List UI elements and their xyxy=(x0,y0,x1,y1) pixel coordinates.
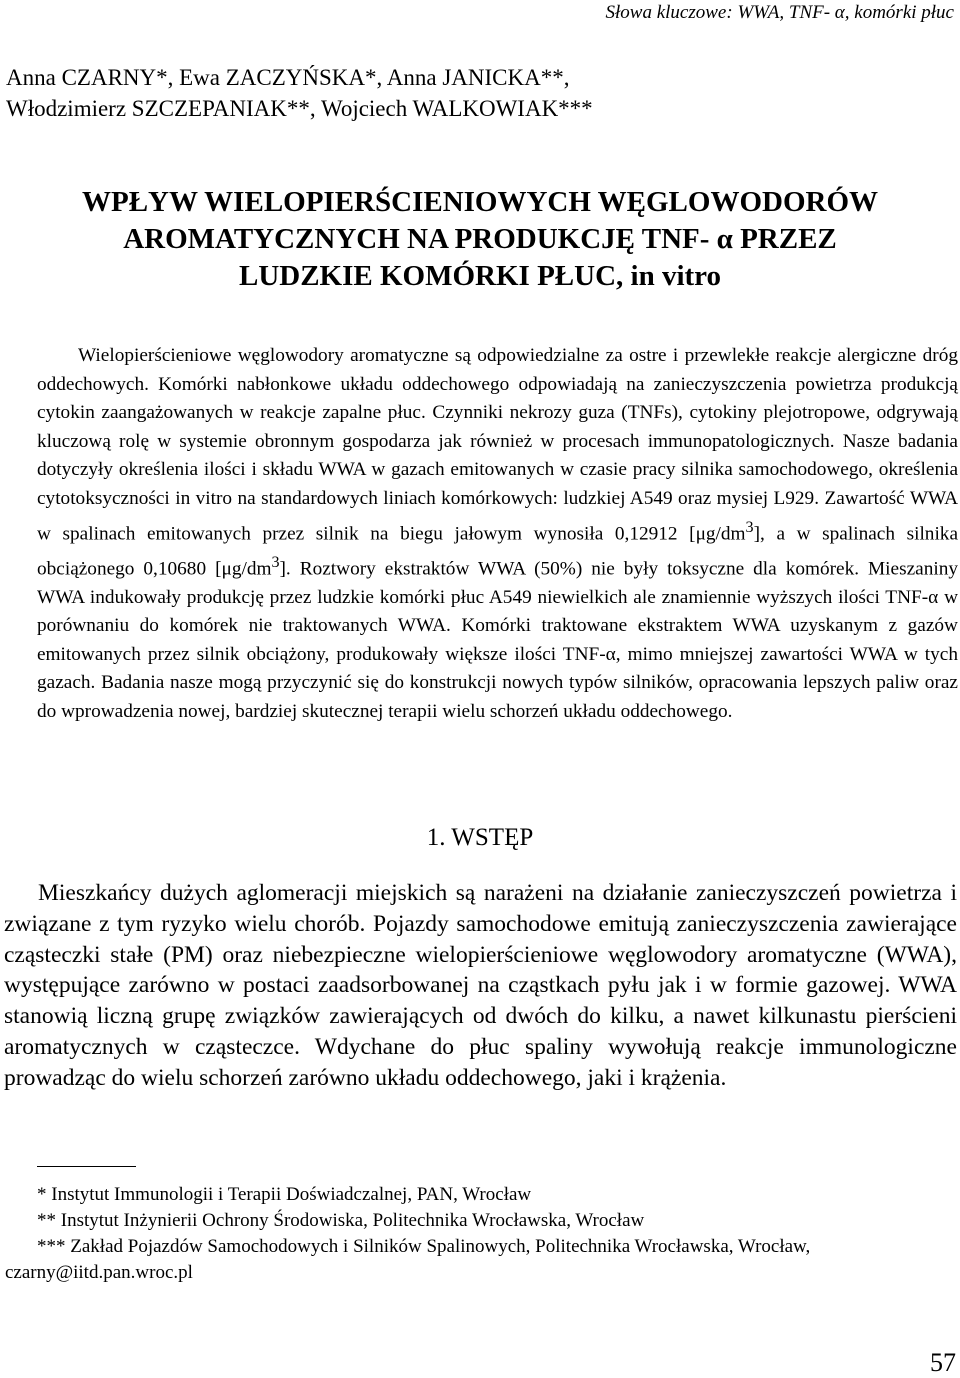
footnote-separator xyxy=(37,1166,136,1167)
authors-block xyxy=(6,62,593,124)
paper-title xyxy=(0,184,960,295)
title-line-2: AROMATYCZNYCH NA PRODUKCJĘ TNF- α PRZEZ xyxy=(123,223,837,255)
keywords-line: Słowa kluczowe: WWA, TNF- α, komórki płuc xyxy=(605,2,954,23)
section-heading: 1. WSTĘP xyxy=(426,824,534,851)
title-line-1: WPŁYW WIELOPIERŚCIENIOWYCH WĘGLOWODORÓW xyxy=(81,186,879,218)
authors-line-1: Anna CZARNY*, Ewa ZACZYŃSKA*, Anna JANICKA**, xyxy=(6,65,570,90)
footnote-2: ** Instytut Inżynierii Ochrony Środowiska, Politechnika Wrocławska, Wrocław xyxy=(37,1210,645,1231)
abstract-superscript-1: 3 xyxy=(745,518,754,536)
abstract-superscript-2: 3 xyxy=(271,553,280,571)
page-number: 57 xyxy=(930,1348,956,1377)
introduction-paragraph: Mieszkańcy dużych aglomeracji miejskich są narażeni na działanie zanieczyszczeń powietrza i związane z tym ryzyko wielu chorób. Pojazdy samochodowe emitują zanieczyszczenia zawierające cząsteczki stałe (PM) oraz niebezpieczne wielopierścieniowe węglowodory aromatyczne (WWA), występujące zarówno w postaci zaadsorbowanej na cząstkach pyłu jak i w formie gazowej. WWA stanowią liczną grupę związków zawierających od dwóch do kilku, a nawet kilkunastu pierścieni aromatycznych w cząsteczce. Wdychane do płuc spaliny wywołują reakcje immunologiczne prowadząc do wielu schorzeń zarówno układu oddechowego, jaki i krążenia. xyxy=(4,880,957,1091)
abstract-text-part-2: ], a w spalinach silnika obciążonego 0,10680 [μg/dm xyxy=(37,522,959,579)
authors-line-2: Włodzimierz SZCZEPANIAK**, Wojciech WALKOWIAK*** xyxy=(6,96,593,121)
footnote-1: * Instytut Immunologii i Terapii Doświadczalnej, PAN, Wrocław xyxy=(37,1184,532,1205)
abstract-paragraph xyxy=(37,342,958,727)
footnote-3: *** Zakład Pojazdów Samochodowych i Silników Spalinowych, Politechnika Wrocławska, Wrocław, czarny@iitd.pan.wroc.pl xyxy=(5,1236,811,1283)
abstract-text-part-1: Wielopierścieniowe węglowodory aromatyczne są odpowiedzialne za ostre i przewlekłe reakcje alergiczne dróg oddechowych. Komórki nabłonkowe układu oddechowego odpowiadają na zanieczyszczenia powietrza produkcją cytokin zaangażowanych w reakcje zapalne płuc. Czynniki nekrozy guza (TNFs), cytokiny plejotropowe, odgrywają kluczową rolę w systemie obronnym gospodarza jak również w procesach immunopatologicznych. Nasze badania dotyczyły określenia ilości i składu WWA w gazach emitowanych w czasie pracy silnika samochodowego, określenia cytotoksyczności in vitro na standardowych liniach komórkowych: ludzkiej A549 oraz mysiej L929. Zawartość WWA w spalinach emitowanych przez silnik na biegu jałowym wynosiła 0,12912 [μg/dm xyxy=(37,345,958,544)
title-line-3: LUDZKIE KOMÓRKI PŁUC, in vitro xyxy=(238,260,722,292)
footnotes-block xyxy=(5,1182,957,1286)
abstract-text-part-3: ]. Roztwory ekstraktów WWA (50%) nie były toksyczne dla komórek. Mieszaniny WWA indukowały produkcję przez ludzkie komórki płuc A549 niewielkich ale znamiennie wyższych ilości TNF-α w porównaniu do komórek nie traktowanych WWA. Komórki traktowane ekstraktem WWA uzyskanym z gazów emitowanych przez silnik obciążony, produkowały większe ilości TNF-α, mimo mniejszej zawartości WWA w tych gazach. Badania nasze mogą przyczynić się do konstrukcji nowych typów silników, opracowania lepszych paliw oraz do wprowadzenia nowej, bardziej skutecznej terapii wielu schorzeń układu oddechowego. xyxy=(37,558,958,722)
